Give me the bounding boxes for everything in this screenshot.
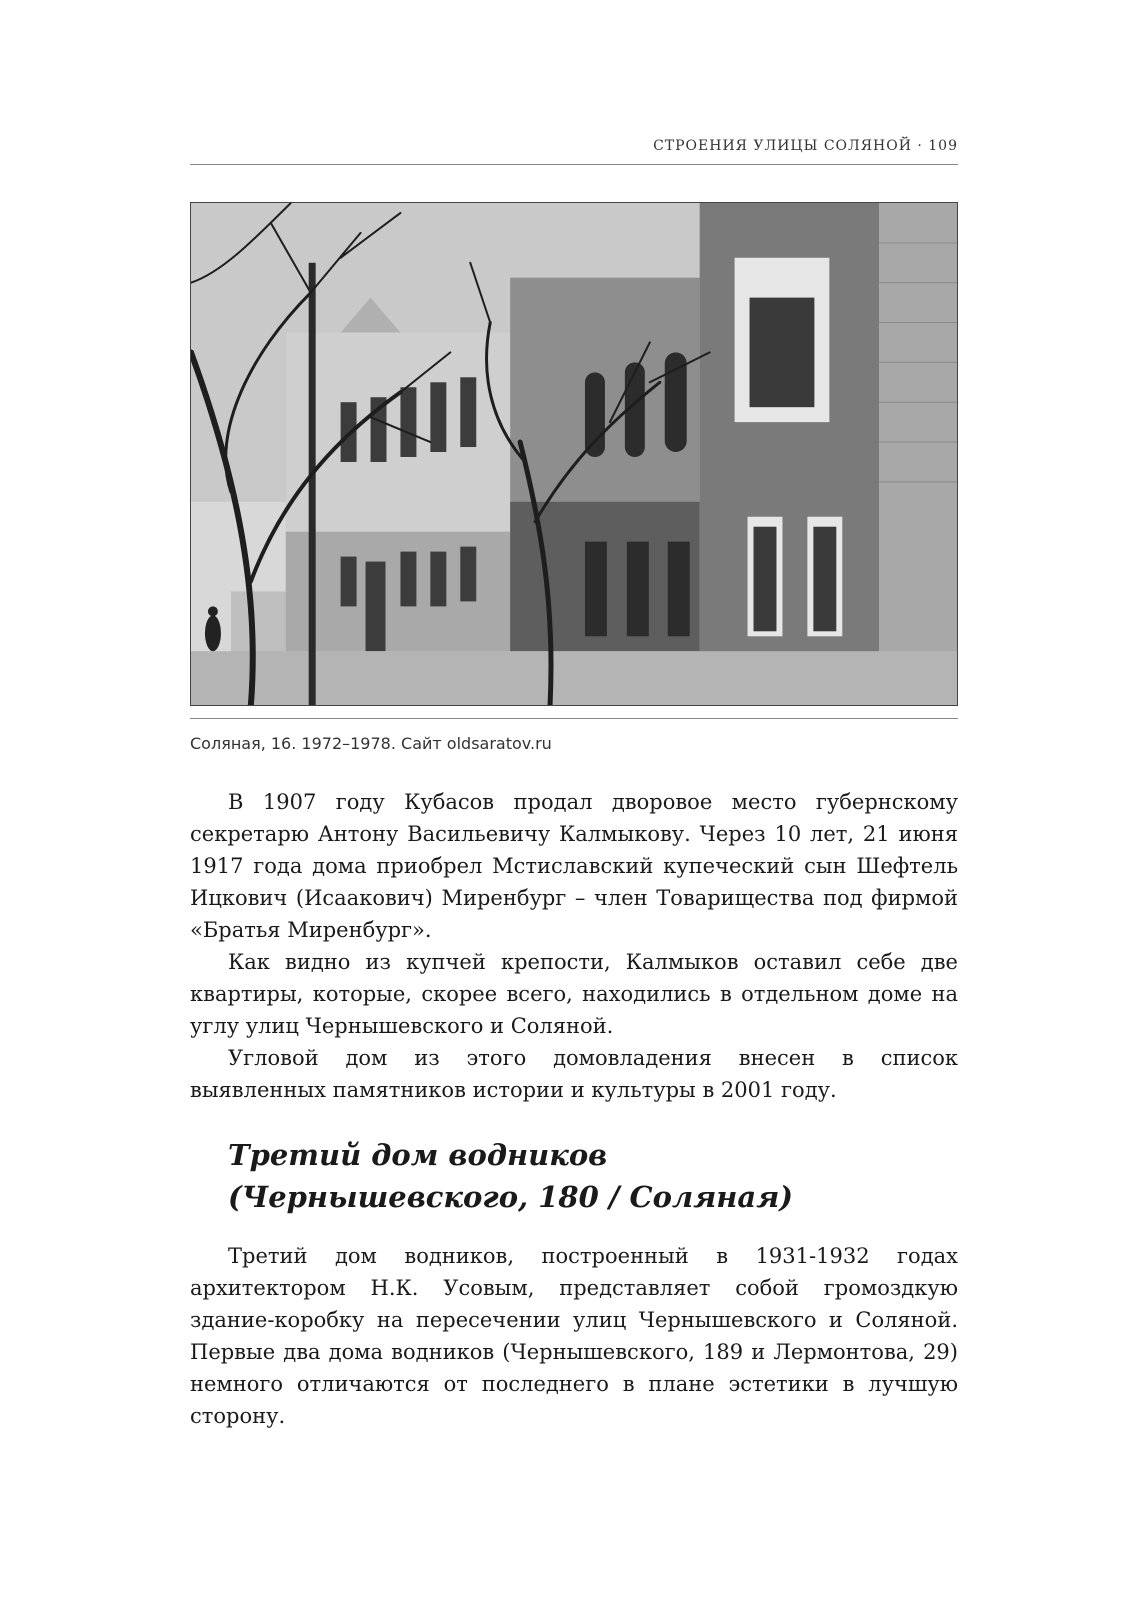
body-text-block-1 xyxy=(190,786,958,1106)
street-photo xyxy=(190,202,958,706)
building-photo-illustration xyxy=(191,203,957,705)
header-rule xyxy=(190,164,958,165)
section-heading-line-1: Третий дом водников xyxy=(228,1138,608,1172)
caption-rule xyxy=(190,718,958,719)
body-text-block-2 xyxy=(190,1240,958,1432)
paragraph: Третий дом водников, построенный в 1931-1932 годах архитектором Н.К. Усовым, представляет собой громоздкую здание-коробку на пересечении улиц Чернышевского и Соляной. Первые два дома водников (Чернышевского, 189 и Лермонтова, 29) немного отличаются от последнего в плане эстетики в лучшую сторону. xyxy=(190,1244,958,1428)
section-heading xyxy=(228,1134,948,1218)
section-heading-line-2: (Чернышевского, 180 / Соляная) xyxy=(228,1180,794,1214)
paragraph: В 1907 году Кубасов продал дворовое место губернскому секретарю Антону Васильевичу Калмыкову. Через 10 лет, 21 июня 1917 года дома приобрел Мстиславский купеческий сын Шефтель Ицкович (Исаакович) Миренбург – член Товарищества под фирмой «Братья Миренбург». xyxy=(190,790,958,942)
running-head: СТРОЕНИЯ УЛИЦЫ СОЛЯНОЙ · 109 xyxy=(653,138,958,154)
paragraph: Как видно из купчей крепости, Калмыков оставил себе две квартиры, которые, скорее всего, находились в отдельном доме на углу улиц Чернышевского и Соляной. xyxy=(190,950,958,1038)
paragraph: Угловой дом из этого домовладения внесен в список выявленных памятников истории и культуры в 2001 году. xyxy=(190,1046,958,1102)
photo-caption: Соляная, 16. 1972–1978. Сайт oldsaratov.ru xyxy=(190,734,552,753)
